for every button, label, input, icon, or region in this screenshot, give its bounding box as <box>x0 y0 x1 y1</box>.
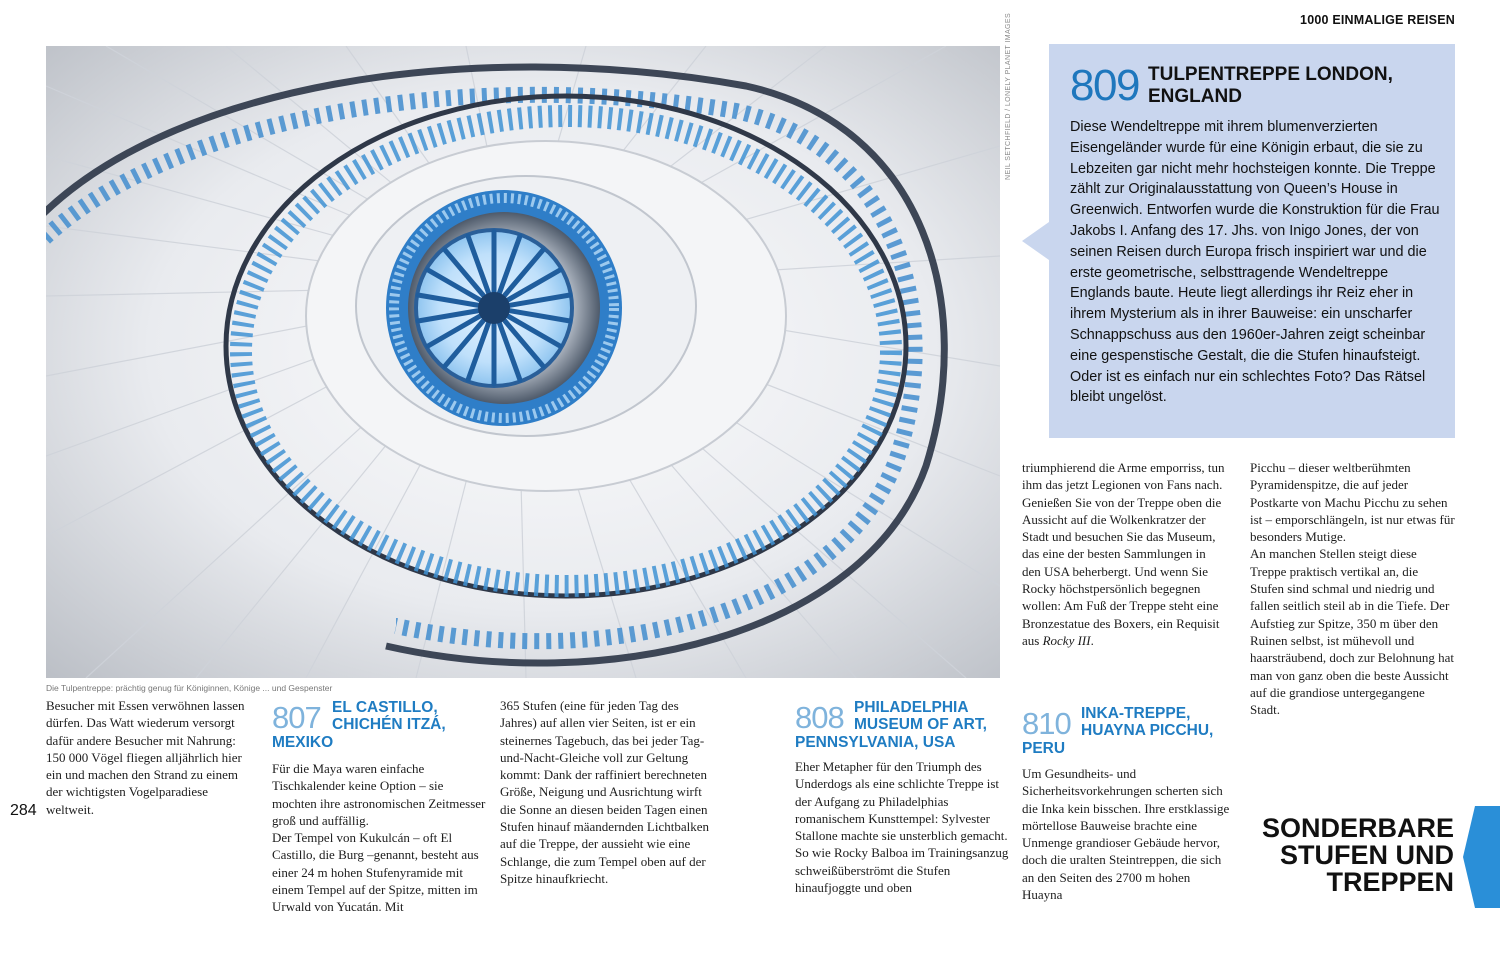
entry-809-title-line1: TULPENTREPPE LONDON, <box>1148 64 1393 85</box>
entry-809-title <box>1148 64 1448 108</box>
entry-808-body-continued <box>1022 459 1227 649</box>
entry-807-title <box>332 699 512 733</box>
photo-credit-text: NEIL SETCHFIELD / LONELY PLANET IMAGES <box>1005 12 1012 180</box>
section-tab-shape <box>1463 806 1500 908</box>
entry-807-title-b: CHICHÉN ITZÁ, <box>332 716 446 733</box>
section-title-line3: TREPPEN <box>1326 867 1454 897</box>
entry-810-number: 810 <box>1022 706 1071 741</box>
entry-810-body: Um Gesundheits- und Sicherheitsvorkehrungen scherten sich die Inka kein bisschen. Ihre erstklassige mörtellose Bauweise brachte eine Unmenge grandioser Gebäude hervor, doch die uralten Steintreppen, die sich an den Seiten des 2700 m hohen Huayna <box>1022 766 1230 903</box>
entry-809-title-line2: ENGLAND <box>1148 86 1242 107</box>
entry-807-body-part1: Für die Maya waren einfache Tischkalender keine Option – sie mochten ihre astronomischen Zeitmesser groß und auffällig. <box>272 761 486 828</box>
entry-810-body-cont-part1: Picchu – dieser weltberühmten Pyramidenspitze, die auf jeder Postkarte von Machu Picchu zu sehen ist – emporschlängeln, ist nur etwas für besonders Mutige. <box>1250 460 1455 545</box>
entry-810-title-b: HUAYNA PICCHU, <box>1081 722 1214 739</box>
entry-808-title-c: PENNSYLVANIA, USA <box>795 734 956 751</box>
section-tab-marker <box>1463 806 1500 913</box>
tulip-staircase-illustration <box>46 46 1000 678</box>
entry-810-title-a: INKA-TREPPE, <box>1081 705 1191 722</box>
entry-810-body-continued <box>1250 459 1455 718</box>
col1-continued-text: Besucher mit Essen verwöhnen lassen dürfen. Das Watt wiederum versorgt dafür andere Besucher mit Nahrung: 150 000 Vögel fliegen alljährlich hier ein und machen den Strand zu einem der wichtigsten Vogelparadiese weltweit. <box>46 698 245 817</box>
entry-807-body-continued: 365 Stufen (eine für jeden Tag des Jahres) auf allen vier Seiten, ist er ein steinernes Tagebuch, das bei jeder Tag-und-Nacht-Gleiche voll zur Geltung kommt: Dank der raffiniert berechneten Größe, Neigung und Ausrichtung wirft die Sonne an diesen beiden Tagen einen Stufen hinauf mäandernden Lichtbalken auf die Treppe, der aussieht wie eine Schlange, die zum Tempel oben auf der Spitze hinaufkriecht. <box>500 698 710 886</box>
entry-810-title <box>1081 705 1231 739</box>
entry-808-body-cont-end: . <box>1090 632 1094 648</box>
entry-808-film-title: Rocky III <box>1042 632 1091 648</box>
entry-808-title <box>854 699 1004 733</box>
entry-808-body-cont-text: triumphierend die Arme emporriss, tun ihm das jetzt Legionen von Fans nach. Genießen Sie von der Treppe oben die Aussicht auf die Wolkenkratzer der Stadt und besuchen Sie das Museum, das eine der besten Sammlungen in den USA beherbergt. Und wenn Sie Rocky höchstpersönlich begegnen wollen: Am Fuß der Treppe steht eine Bronzestatue des Boxers, ein Requisit aus <box>1022 460 1225 648</box>
entry-810-title-c: PERU <box>1022 740 1066 757</box>
photo-credit <box>1003 12 1017 188</box>
entry-808-title-a: PHILADELPHIA <box>854 699 969 716</box>
entry-808-body: Eher Metapher für den Triumph des Underdogs als eine schlichte Treppe ist der Aufgang zu Philadelphias romanischem Kunsttempel: Sylvester Stallone machte sie unsterblich gemacht. So wie Rocky Balboa im Trainingsanzug schweißüberströmt die Stufen hinaufjoggte und oben <box>795 759 1009 896</box>
page-number: 284 <box>10 802 37 819</box>
photo-caption: Die Tulpentreppe: prächtig genug für Königinnen, Könige ... und Gespenster <box>46 683 333 693</box>
entry-808-number: 808 <box>795 700 844 735</box>
section-title-line1: SONDERBARE <box>1261 813 1454 843</box>
entry-809-number: 809 <box>1070 61 1139 110</box>
section-title <box>1232 815 1454 896</box>
entry-810-body-cont-part2: An manchen Stellen steigt diese Treppe praktisch vertikal an, die Stufen sind schmal und niedrig und fallen seitlich steil ab in die Tiefe. Der Aufstieg zur Spitze, 350 m über den Ruinen selbst, ist mühevoll und haarsträubend, doch zur Belohnung hat man von ganz oben die beste Aussicht auf die grandiose untergegangene Stadt. <box>1250 546 1454 718</box>
entry-808-title-b: MUSEUM OF ART, <box>854 716 987 733</box>
staircase-photo <box>46 46 1000 678</box>
entry-807-body <box>272 760 487 916</box>
entry-807-body-part2: Der Tempel von Kukulcán – oft El Castillo, die Burg –genannt, besteht aus einer 24 m hohen Stufenyramide mit einem Tempel auf der Spitze, mitten im Urwald von Yucatán. Mit <box>272 830 479 915</box>
entry-807-title-a: EL CASTILLO, <box>332 699 438 716</box>
entry-807-title-c: MEXIKO <box>272 734 334 751</box>
entry-809-body: Diese Wendeltreppe mit ihrem blumenverzierten Eisengeländer wurde für eine Königin erbaut, die sie zu Lebzeiten gar nicht mehr hochsteigen konnte. Die Treppe zählt zur Originalausstattung von Queen’s House in Greenwich. Entworfen wurde die Konstruktion für die Frau Jakobs I. Anfang des 17. Jhs. von Inigo Jones, der von seinen Reisen durch Europa frisch inspiriert war und die erste geometrische, selbsttragende Wendeltreppe Englands baute. Heute liegt allerdings ihr Reiz eher in ihrem Mysterium als in ihrer Bauweise: ein unscharfer Schnappschuss aus den 1960er-Jahren zeigt scheinbar eine gespenstische Gestalt, die die Stufen hinaufsteigt. Oder ist es einfach nur ein schlechtes Foto? Das Rätsel bleibt ungelöst. <box>1070 119 1440 406</box>
entry-807-number: 807 <box>272 700 321 735</box>
section-title-line2: STUFEN UND <box>1280 840 1454 870</box>
running-head: 1000 EINMALIGE REISEN <box>1300 13 1455 27</box>
